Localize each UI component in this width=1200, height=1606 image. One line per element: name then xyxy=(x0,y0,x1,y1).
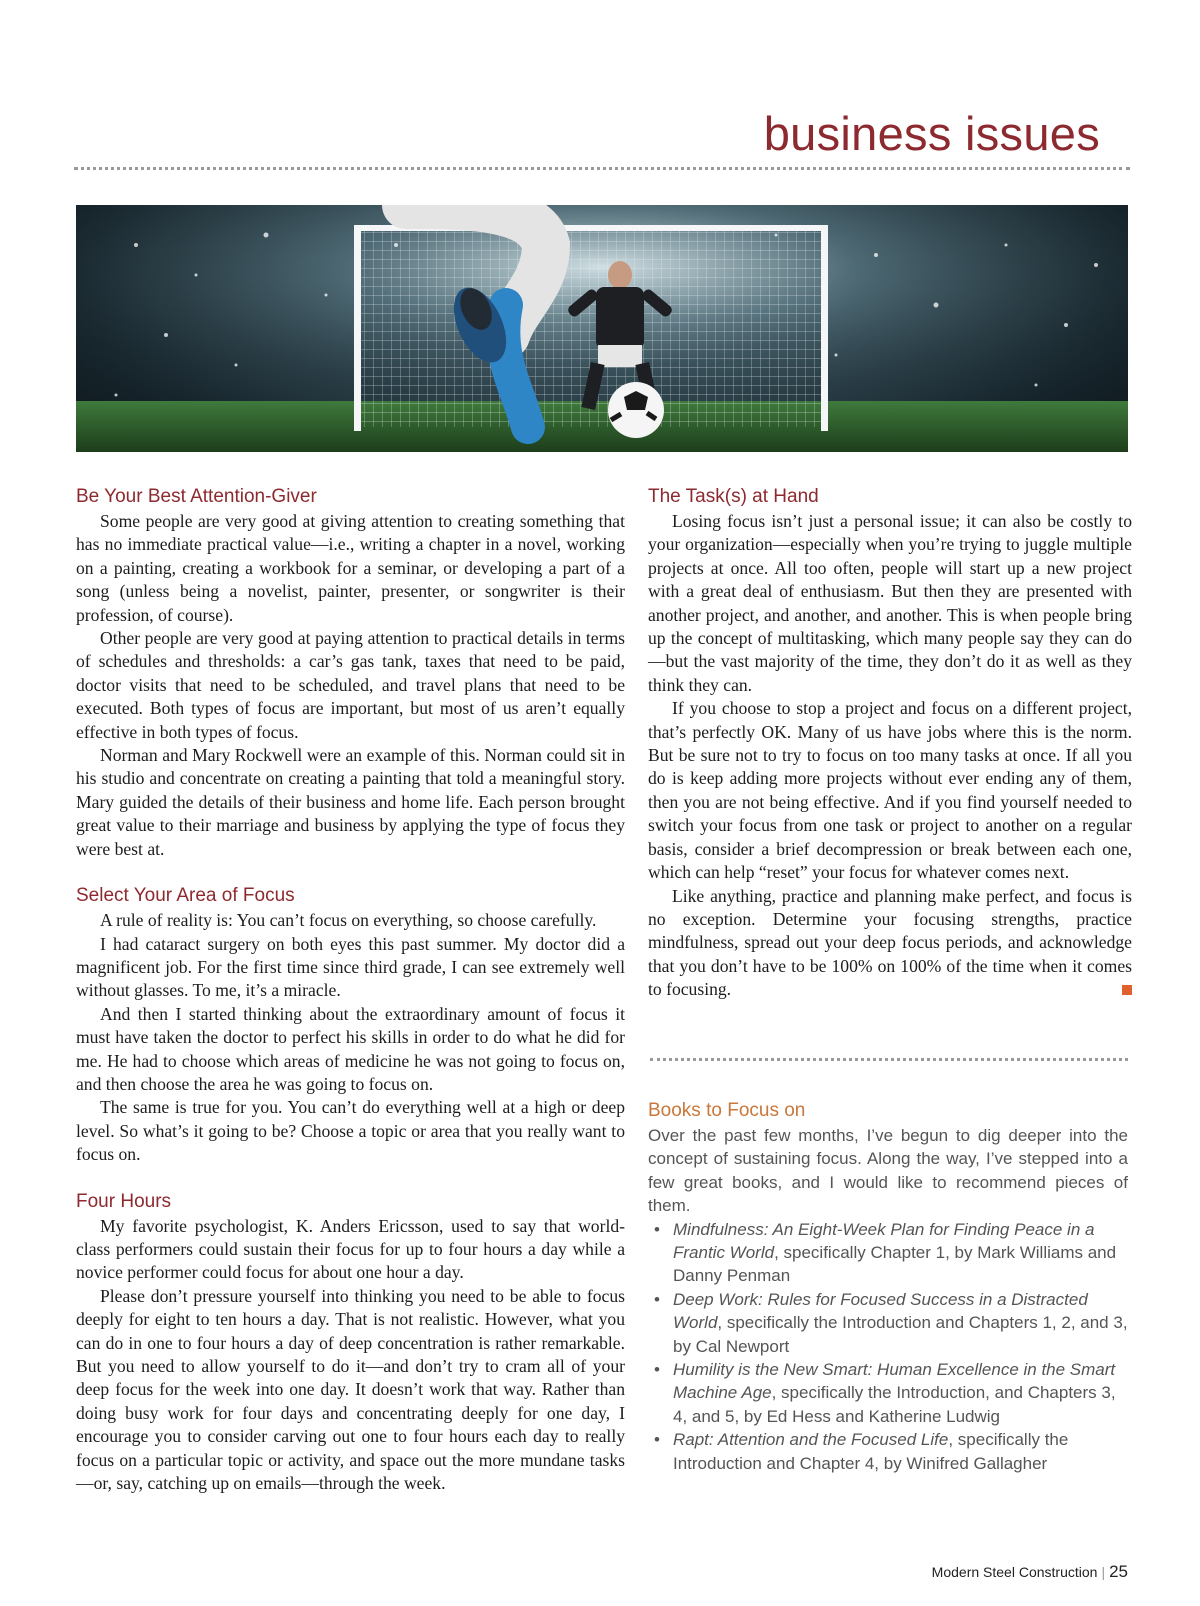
paragraph: Please don’t pressure yourself into thinking you need to be able to focus deeply for eight to ten hours a day. That is not realistic. However, what you can do in one to four hours a day of deep concentration is rather remarkable. But you need to allow yourself to do it—and don’t try to cram all of your deep focus for the week into one day. It doesn’t work that way. Rather than doing busy work for four days and concentrating deeply for one day, I encourage you to consider carving out one to four hours each day to really focus on a particular topic or activity, and space out the more mundane tasks—or, say, catching up on emails—through the week. xyxy=(76,1285,625,1494)
hero-image xyxy=(76,205,1128,452)
paragraph: And then I started thinking about the extraordinary amount of focus it must have taken the doctor to perfect his skills in order to do what he did for me. He had to choose which areas of medicine he was not going to focus on, and then choose the area he was going to focus on. xyxy=(76,1003,625,1094)
book-title: Mindfulness: An Eight-Week Plan for Finding Peace in a Frantic World xyxy=(673,1219,1095,1263)
book-title: Rapt: Attention and the Focused Life xyxy=(673,1430,949,1450)
paragraph: Losing focus isn’t just a personal issue; it can also be costly to your organization—especially when you’re trying to juggle multiple projects at once. All too often, people will start up a new project with a great deal of enthusiasm. But then they are presented with another project, and another, and another. This is when people bring up the concept of multitasking, which many people say they can do—but the vast majority of the time, they don’t do it as well as they think they can. xyxy=(648,511,1132,695)
paragraph: The same is true for you. You can’t do everything well at a high or deep level. So what’s it going to be? Choose a topic or area that you really want to focus on. xyxy=(76,1097,625,1165)
list-item xyxy=(648,1428,1128,1475)
bullet-icon: • xyxy=(654,1430,660,1450)
sidebar-books xyxy=(648,1098,1128,1475)
right-column xyxy=(648,484,1132,1002)
paragraph: A rule of reality is: You can’t focus on everything, so choose carefully. xyxy=(100,910,597,931)
book-title: Humility is the New Smart: Human Excellence in the Smart Machine Age xyxy=(673,1360,1116,1403)
paragraph: Other people are very good at paying attention to practical details in terms of schedules and thresholds: a car’s gas tank, taxes that need to be paid, doctor visits that need to be scheduled, and travel plans that need to be executed. Both types of focus are important, but most of us aren’t equally effective in both types of focus. xyxy=(76,628,625,742)
header-divider xyxy=(74,167,1130,170)
book-detail: , specifically the Introduction, and Chapters 3, 4, and 5, by Ed Hess and Katherine Ludwig xyxy=(673,1383,1116,1426)
book-detail: , specifically the Introduction and Chapters 1, 2, and 3, by Cal Newport xyxy=(673,1313,1128,1356)
bullet-icon: • xyxy=(654,1219,660,1239)
paragraph: I had cataract surgery on both eyes this past summer. My doctor did a magnificent job. For the first time since third grade, I can see extremely well without glasses. To me, it’s a miracle. xyxy=(76,933,625,1001)
bullet-icon: • xyxy=(654,1360,660,1380)
sidebar-intro: Over the past few months, I’ve begun to dig deeper into the concept of sustaining focus. Along the way, I’ve stepped into a few great books, and I would like to recommend pieces of them. xyxy=(648,1126,1128,1216)
sidebar-heading: Books to Focus on xyxy=(648,1100,806,1121)
heading-area-of-focus: Select Your Area of Focus xyxy=(76,885,295,907)
book-detail: , specifically Chapter 1, by Mark Williams and Danny Penman xyxy=(673,1243,1117,1286)
paragraph: If you choose to stop a project and focus on a different project, that’s perfectly OK. Many of us have jobs where this is the norm. But be sure not to try to focus on too many tasks at once. If all you do is keep adding more projects without ever ending any of them, then you are not being effective. And if you find yourself needed to switch your focus from one task or project to another on a regular basis, consider a brief decompression or break between each one, which can help “reset” your focus for whatever comes next. xyxy=(648,698,1132,883)
paragraph: My favorite psychologist, K. Anders Ericsson, used to say that world-class performers could sustain their focus for up to four hours a day while a novice performer could focus for about one hour a day. xyxy=(76,1215,625,1283)
page-number: 25 xyxy=(1109,1562,1128,1581)
book-detail: , specifically the Introduction and Chapter 4, by Winifred Gallagher xyxy=(673,1430,1069,1473)
paragraph: Norman and Mary Rockwell were an example of this. Norman could sit in his studio and concentrate on creating a painting that told a meaningful story. Mary guided the details of their business and home life. Each person brought great value to their marriage and business by applying the type of focus they were best at. xyxy=(76,745,625,859)
footer-separator: | xyxy=(1101,1564,1106,1580)
publication-name: Modern Steel Construction xyxy=(931,1564,1098,1580)
sidebar-divider xyxy=(650,1058,1128,1061)
page-footer xyxy=(932,1562,1128,1582)
book-list xyxy=(648,1218,1128,1475)
heading-task-at-hand: The Task(s) at Hand xyxy=(648,486,819,507)
paragraph-text: Like anything, practice and planning make perfect, and focus is no exception. Determine your focusing strengths, practice mindfulness, spread out your deep focus periods, and acknowledge that you don’t have to be 100% on 100% of the time when it comes to focusing. xyxy=(648,885,1132,1000)
heading-attention-giver: Be Your Best Attention-Giver xyxy=(76,486,317,507)
left-column xyxy=(76,484,625,1495)
list-item xyxy=(648,1358,1128,1428)
bullet-icon: • xyxy=(654,1289,660,1309)
end-of-article-mark xyxy=(1122,985,1132,995)
paragraph: Some people are very good at giving attention to creating something that has no immediate practical value—i.e., writing a chapter in a novel, working on a painting, creating a workbook for a seminar, or developing a part of a song (unless being a novelist, painter, presenter, or songwriter is their profession, of course). xyxy=(76,511,625,625)
list-item xyxy=(648,1288,1128,1358)
paragraph-final xyxy=(648,885,1132,1002)
list-item xyxy=(648,1218,1128,1288)
section-title: business issues xyxy=(763,107,1100,160)
book-title: Deep Work: Rules for Focused Success in a Distracted World xyxy=(673,1289,1088,1333)
heading-four-hours: Four Hours xyxy=(76,1190,172,1212)
